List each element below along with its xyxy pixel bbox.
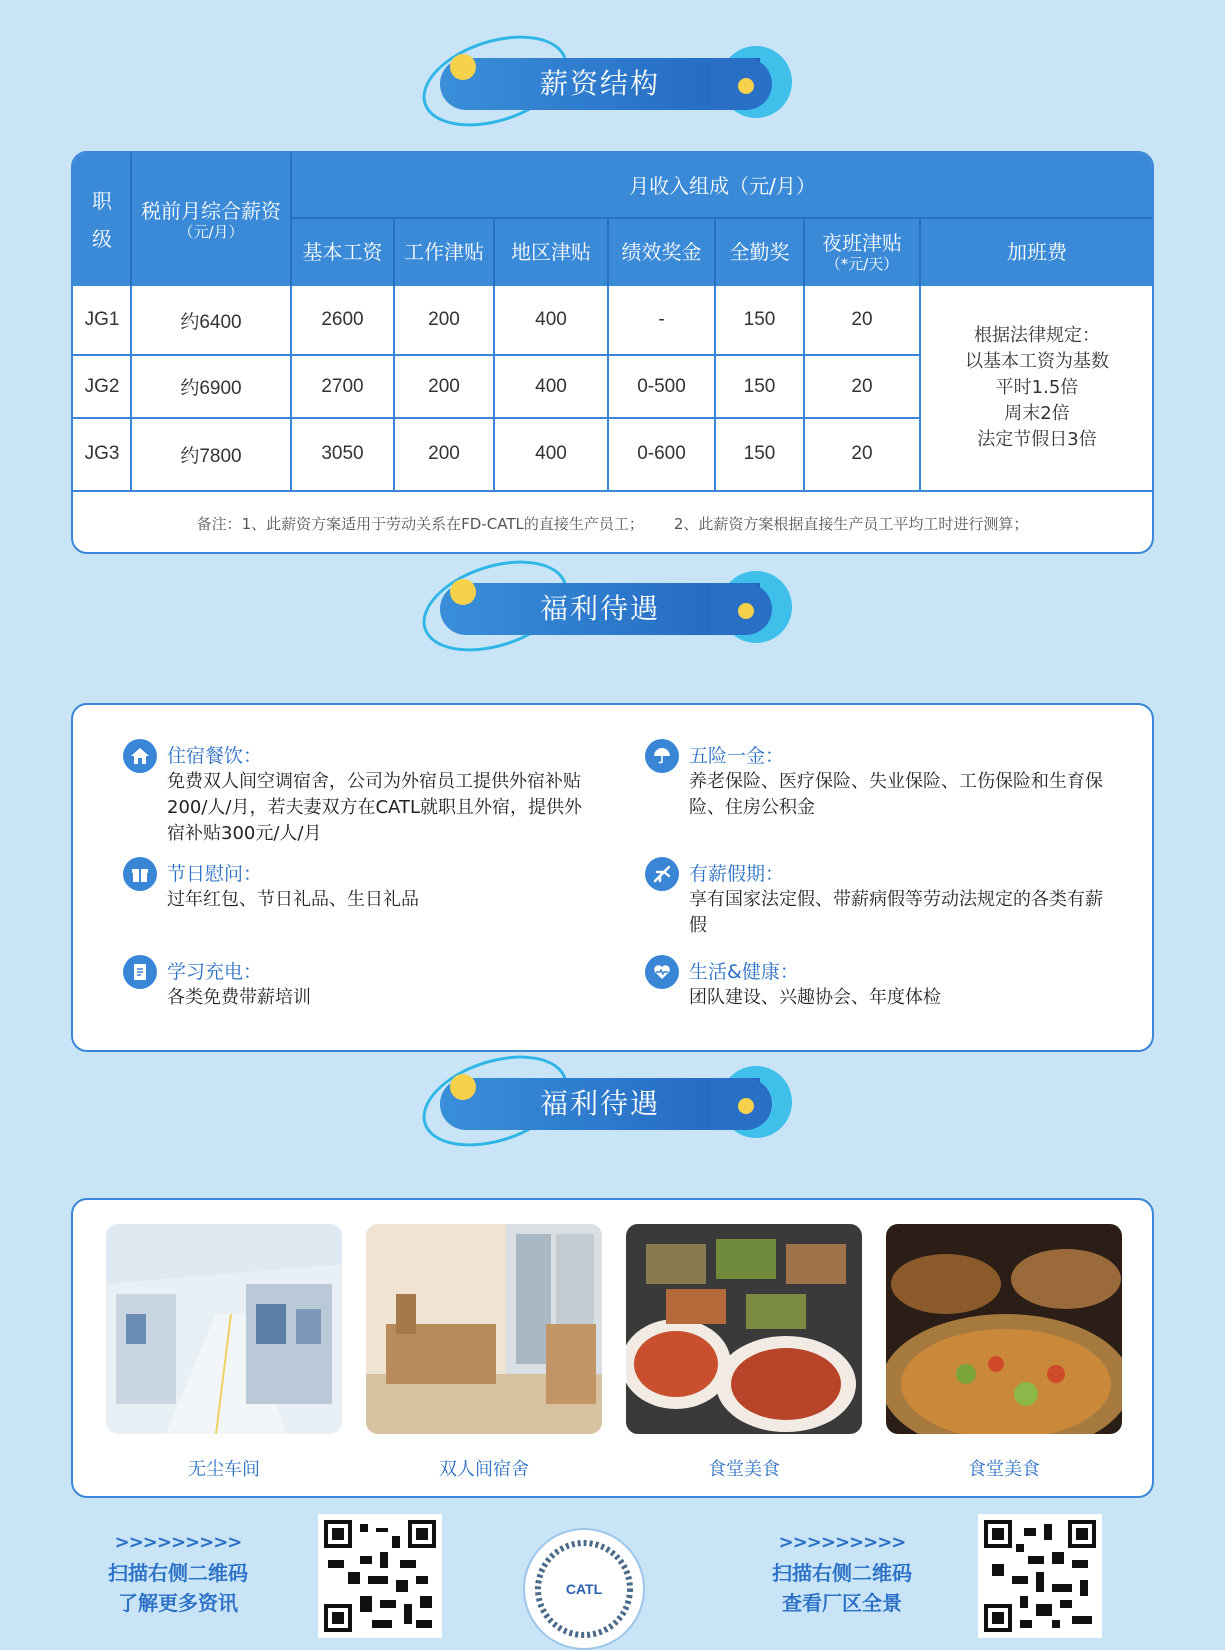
mini-program-code[interactable] bbox=[523, 1528, 645, 1650]
photo-caption: 食堂美食 bbox=[968, 1459, 1040, 1480]
table-cell: 150 bbox=[743, 375, 776, 397]
table-cell: 约6900 bbox=[180, 378, 242, 399]
cleanroom-photo bbox=[106, 1224, 342, 1434]
qr-code-info[interactable] bbox=[318, 1514, 442, 1638]
heart-pulse-icon bbox=[645, 955, 679, 989]
table-cell: 400 bbox=[535, 309, 567, 330]
footer-left-text: >>>>>>>>> 扫描右侧二维码 了解更多资讯 bbox=[108, 1532, 248, 1615]
salary-section-banner bbox=[420, 32, 800, 132]
table-cell: 200 bbox=[428, 443, 460, 464]
table-cell: 400 bbox=[535, 375, 567, 397]
header-grade: 职 级 bbox=[92, 188, 112, 251]
table-cell: 3050 bbox=[321, 443, 364, 464]
header-base: 基本工资 bbox=[302, 240, 383, 264]
photos-section-banner bbox=[420, 1052, 800, 1152]
table-cell: 2600 bbox=[321, 309, 364, 330]
table-cell: - bbox=[658, 309, 665, 330]
benefits-section-title: 福利待遇 bbox=[539, 592, 660, 625]
table-cell: 20 bbox=[851, 375, 873, 397]
table-cell: 400 bbox=[535, 443, 567, 464]
footer-right-text: >>>>>>>>> 扫描右侧二维码 查看厂区全景 bbox=[772, 1532, 912, 1615]
house-icon bbox=[123, 739, 157, 773]
airplane-icon bbox=[645, 857, 679, 891]
header-income: 月收入组成（元/月） bbox=[629, 173, 816, 198]
table-cell: 150 bbox=[743, 443, 776, 464]
photo-caption: 食堂美食 bbox=[708, 1459, 780, 1480]
table-cell: JG3 bbox=[84, 443, 120, 464]
table-cell: 0-500 bbox=[637, 375, 686, 397]
table-cell: 20 bbox=[851, 309, 873, 330]
benefits-card: 住宿餐饮： 免费双人间空调宿舍，公司为外宿员工提供外宿补贴200/人/月，若夫妻双方在CATL就职且外宿，提供外宿补贴300元/人/月 五险一金： 养老保险、医疗保险、失业保险、工伤保险和生育保险、住房公积金 节日慰问： 过年红包、节日礼品、生日礼品 有薪假期： 享有国家法定假、带薪病假等劳动法规定的各类有薪假 学习充电： 各类免费带薪培训 生活&健康： 团队建设、兴趣协会、年度体检 bbox=[71, 703, 1154, 1052]
salary-section-title: 薪资结构 bbox=[539, 67, 660, 100]
photo-caption: 双人间宿舍 bbox=[439, 1459, 529, 1480]
header-attend: 全勤奖 bbox=[729, 240, 790, 264]
table-cell: 200 bbox=[428, 375, 460, 397]
document-icon bbox=[123, 955, 157, 989]
canteen-food-photo-1 bbox=[626, 1224, 862, 1434]
table-cell: JG1 bbox=[84, 309, 120, 330]
table-cell: 2700 bbox=[321, 375, 364, 397]
header-overtime: 加班费 bbox=[1007, 240, 1067, 264]
table-cell: JG2 bbox=[84, 375, 120, 397]
photo-caption: 无尘车间 bbox=[188, 1459, 260, 1480]
overtime-rules: 根据法律规定： 以基本工资为基数 平时1.5倍 周末2倍 法定节假日3倍 bbox=[965, 325, 1109, 450]
benefits-section-banner bbox=[420, 557, 800, 657]
canteen-food-photo-2 bbox=[886, 1224, 1122, 1434]
table-cell: 0-600 bbox=[637, 443, 686, 464]
header-pretax: 税前月综合薪资 （元/月） bbox=[141, 198, 281, 241]
table-cell: 约6400 bbox=[180, 311, 242, 333]
header-work: 工作津贴 bbox=[404, 240, 484, 264]
umbrella-icon bbox=[645, 739, 679, 773]
header-perf: 绩效奖金 bbox=[621, 240, 702, 264]
dormitory-photo bbox=[366, 1224, 602, 1434]
catl-logo: CATL bbox=[565, 1581, 603, 1597]
salary-note: 备注：1、此薪资方案适用于劳动关系在FD-CATL的直接生产员工； 2、此薪资方案根据直接生产员工平均工时进行测算； bbox=[196, 514, 1029, 533]
photos-card bbox=[71, 1198, 1154, 1498]
table-cell: 200 bbox=[428, 309, 460, 330]
table-cell: 150 bbox=[743, 309, 776, 330]
header-night: 夜班津贴 （*元/天） bbox=[822, 231, 902, 273]
table-cell: 约7800 bbox=[180, 445, 242, 467]
salary-table bbox=[71, 151, 1154, 554]
header-region: 地区津贴 bbox=[511, 240, 591, 264]
gift-icon bbox=[123, 857, 157, 891]
qr-code-factory-tour[interactable] bbox=[978, 1514, 1102, 1638]
table-cell: 20 bbox=[851, 443, 873, 464]
photos-section-title: 福利待遇 bbox=[539, 1087, 660, 1120]
